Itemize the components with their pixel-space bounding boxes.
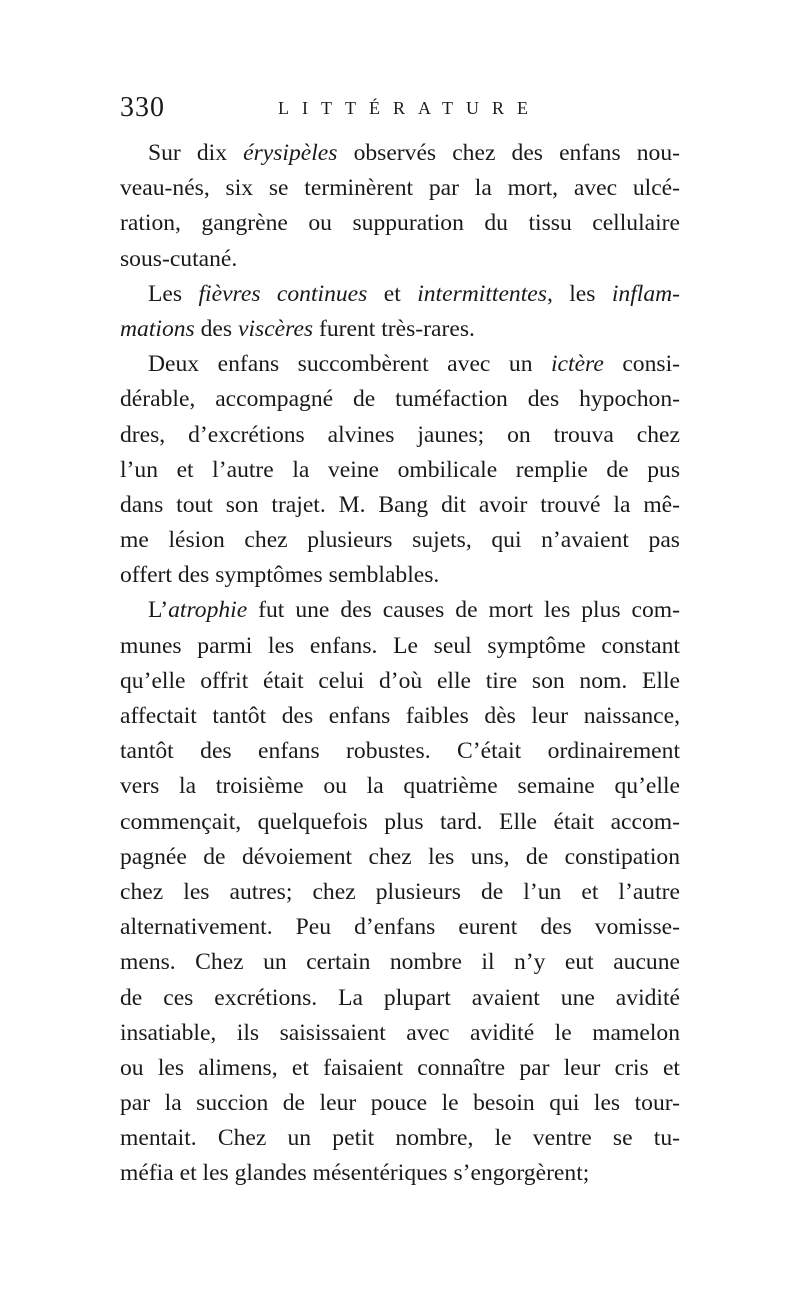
page-number: 330	[120, 92, 165, 123]
text-line	[120, 629, 680, 664]
text-segment: dérable, accompagné de tuméfaction des hypochon-	[120, 386, 680, 413]
text-line	[120, 347, 680, 382]
italic-segment: érysipèles	[243, 140, 338, 166]
text-segment: et	[367, 280, 418, 307]
text-line	[120, 206, 680, 241]
text-segment: alternativement. Peu d’enfans eurent des vomisse-	[120, 914, 680, 941]
text-line	[120, 734, 680, 769]
text-segment: Deux enfans succombèrent avec un	[148, 351, 551, 378]
text-segment: tantôt des enfans robustes. C’était ordinairement	[120, 738, 680, 765]
text-segment: dres, d’excrétions alvines jaunes; on trouva chez	[120, 421, 680, 448]
text-segment: par la succion de leur pouce le besoin qui les tour-	[120, 1090, 680, 1117]
text-segment: munes parmi les enfans. Le seul symptôme constant	[120, 632, 680, 659]
text-segment: méfia et les glandes mésentériques s’engorgèrent;	[120, 1160, 590, 1187]
text-segment: ration, gangrène ou suppuration du tissu cellulaire	[120, 210, 680, 237]
text-segment: mentait. Chez un petit nombre, le ventre se tu-	[120, 1125, 680, 1152]
text-segment: furent très-rares.	[313, 315, 475, 342]
paragraph	[120, 277, 680, 347]
text-line	[120, 1121, 680, 1156]
text-line	[120, 875, 680, 910]
italic-segment: viscères	[237, 315, 314, 342]
text-segment: de ces excrétions. La plupart avaient une avidité	[120, 984, 680, 1011]
text-segment: Sur dix	[148, 140, 244, 166]
italic-segment: ictère	[550, 351, 604, 378]
text-segment: L’	[148, 597, 169, 624]
text-segment: me lésion chez plusieurs sujets, qui n’avaient pas	[120, 527, 680, 554]
text-line	[120, 840, 680, 875]
running-title: LITTÉRATURE	[278, 98, 541, 118]
text-line	[120, 277, 680, 312]
text-line	[120, 945, 680, 980]
text-line	[120, 242, 680, 277]
text-segment: mens. Chez un certain nombre il n’y eut aucune	[120, 949, 680, 976]
text-line	[120, 453, 680, 488]
running-head	[120, 92, 680, 132]
paragraph	[120, 593, 680, 1191]
text-line	[120, 1016, 680, 1051]
italic-segment: atrophie	[168, 597, 248, 624]
text-line	[120, 136, 680, 171]
text-line	[120, 171, 680, 206]
text-segment: des	[194, 315, 238, 342]
text-line	[120, 488, 680, 523]
text-line	[120, 418, 680, 453]
text-segment: ou les alimens, et faisaient connaître par leur cris et	[120, 1054, 680, 1081]
body-text	[120, 136, 680, 1192]
text-line	[120, 1156, 680, 1191]
text-line	[120, 1051, 680, 1086]
text-segment: qu’elle offrit était celui d’où elle tire son nom. Elle	[120, 667, 680, 694]
text-line	[120, 910, 680, 945]
text-line	[120, 1086, 680, 1121]
text-segment: Les	[148, 280, 199, 307]
text-segment: offert des symptômes semblables.	[120, 562, 440, 589]
text-line	[120, 981, 680, 1016]
text-line	[120, 382, 680, 417]
text-line	[120, 699, 680, 734]
italic-segment: mations	[120, 315, 195, 342]
text-line	[120, 769, 680, 804]
text-segment: pagnée de dévoiement chez les uns, de constipation	[120, 843, 680, 870]
italic-segment: inflam-	[611, 280, 681, 307]
text-line	[120, 593, 680, 628]
italic-segment: intermittentes	[417, 280, 547, 307]
text-segment: sous-cutané.	[120, 245, 238, 272]
paragraph	[120, 136, 680, 277]
text-segment: affectait tantôt des enfans faibles dès leur naissance,	[120, 703, 680, 729]
text-segment: consi-	[603, 351, 680, 378]
text-line	[120, 312, 680, 347]
text-segment: vers la troisième ou la quatrième semaine qu’elle	[120, 773, 680, 800]
text-segment: observés chez des enfans nou-	[337, 140, 680, 166]
paragraph	[120, 347, 680, 593]
text-line	[120, 805, 680, 840]
text-segment: fut une des causes de mort les plus com-	[247, 597, 680, 624]
text-segment: veau-nés, six se terminèrent par la mort, avec ulcé-	[120, 175, 680, 202]
text-line	[120, 523, 680, 558]
text-segment: , les	[546, 280, 612, 307]
text-line	[120, 664, 680, 699]
text-segment: dans tout son trajet. M. Bang dit avoir trouvé la mê-	[120, 491, 680, 518]
italic-segment: fièvres continues	[198, 280, 368, 307]
text-segment: chez les autres; chez plusieurs de l’un et l’autre	[120, 878, 680, 905]
text-segment: l’un et l’autre la veine ombilicale remplie de pus	[120, 456, 680, 483]
text-line	[120, 558, 680, 593]
text-segment: insatiable, ils saisissaient avec avidité le mamelon	[120, 1019, 680, 1046]
text-segment: commençait, quelquefois plus tard. Elle était accom-	[120, 808, 680, 835]
